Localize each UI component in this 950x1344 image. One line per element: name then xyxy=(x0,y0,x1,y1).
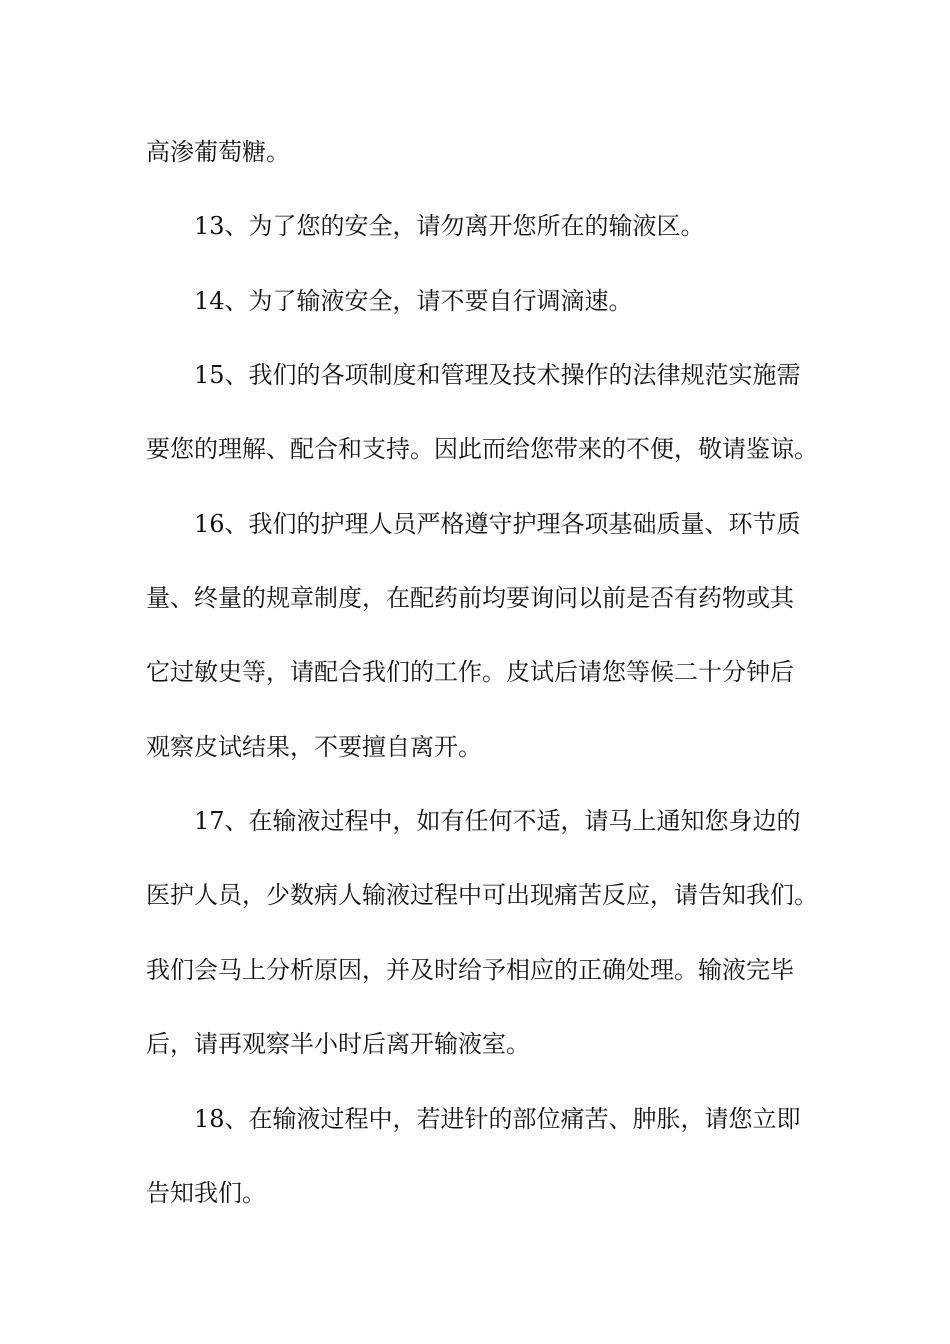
item-15-line: 15、我们的各项制度和管理及技术操作的法律规范实施需 xyxy=(194,361,801,389)
text-line: 它过敏史等，请配合我们的工作。皮试后请您等候二十分钟后 xyxy=(146,658,794,686)
text-line: 医护人员，少数病人输液过程中可出现痛苦反应，请告知我们。 xyxy=(146,881,818,909)
text-line: 告知我们。 xyxy=(146,1179,266,1207)
item-14-line: 14、为了输液安全，请不要自行调滴速。 xyxy=(194,287,633,315)
item-18-line: 18、在输液过程中，若进针的部位痛苦、肿胀，请您立即 xyxy=(194,1105,801,1133)
text-line: 量、终量的规章制度，在配药前均要询问以前是否有药物或其 xyxy=(146,584,794,612)
item-13-line: 13、为了您的安全，请勿离开您所在的输液区。 xyxy=(194,212,705,240)
text-line: 高渗葡萄糖。 xyxy=(146,138,290,166)
item-17-line: 17、在输液过程中，如有任何不适，请马上通知您身边的 xyxy=(194,807,801,835)
text-line: 观察皮试结果，不要擅自离开。 xyxy=(146,733,482,761)
text-line: 后，请再观察半小时后离开输液室。 xyxy=(146,1030,530,1058)
text-line: 我们会马上分析原因，并及时给予相应的正确处理。输液完毕 xyxy=(146,956,794,984)
text-line: 要您的理解、配合和支持。因此而给您带来的不便，敬请鉴谅。 xyxy=(146,435,818,463)
item-16-line: 16、我们的护理人员严格遵守护理各项基础质量、环节质 xyxy=(194,510,801,538)
